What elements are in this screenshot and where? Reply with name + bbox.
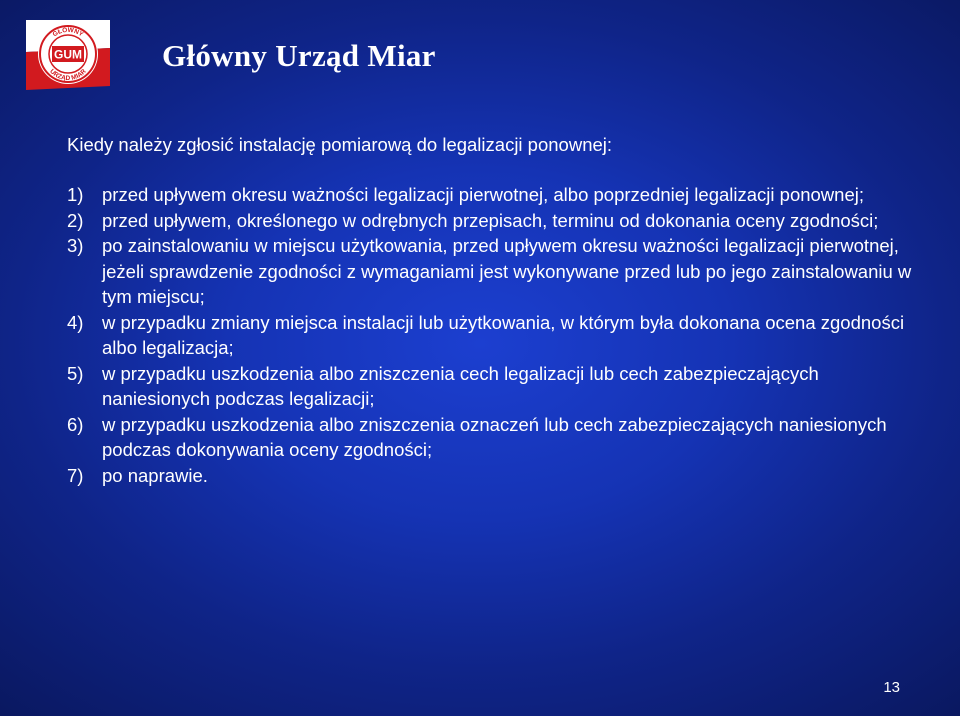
list-item — [67, 463, 917, 489]
conditions-list — [67, 182, 917, 488]
list-item-text: po naprawie. — [102, 464, 208, 486]
list-item-text: po zainstalowaniu w miejscu użytkowania, przed upływem okresu ważności legalizacji pierwotnej, jeżeli sprawdzenie zgodności z wymaganiami jest wykonywane przed lub po jego zainstalowaniu w tym miejscu; — [102, 235, 912, 307]
list-item-text: w przypadku zmiany miejsca instalacji lub użytkowania, w którym była dokonana ocena zgodności albo legalizacja; — [102, 311, 905, 358]
list-item-text: w przypadku uszkodzenia albo zniszczenia oznaczeń lub cech zabezpieczających naniesionych podczas dokonywania oceny zgodności; — [102, 413, 887, 460]
page-title: Główny Urząd Miar — [162, 38, 436, 73]
gum-logo — [22, 14, 114, 92]
list-item — [67, 233, 917, 310]
list-item-number: 6) — [67, 413, 84, 435]
list-item — [67, 182, 917, 208]
list-item-number: 4) — [67, 311, 84, 333]
list-item-number: 7) — [67, 464, 84, 486]
list-item-text: przed upływem okresu ważności legalizacji pierwotnej, albo poprzedniej legalizacji ponownej; — [102, 184, 864, 205]
logo-center-text: GUM — [54, 47, 82, 62]
list-item — [67, 208, 917, 234]
list-item-number: 3) — [67, 235, 84, 256]
list-item-text: przed upływem, określonego w odrębnych przepisach, terminu od dokonania oceny zgodności; — [102, 209, 879, 231]
list-item-text: w przypadku uszkodzenia albo zniszczenia cech legalizacji lub cech zabezpieczających naniesionych podczas legalizacji; — [102, 362, 819, 409]
list-item — [67, 361, 917, 412]
list-item-number: 1) — [67, 184, 84, 205]
logo-bottom-text: URZĄD MIAR — [48, 68, 88, 83]
list-item — [67, 412, 917, 463]
page-number: 13 — [883, 679, 900, 696]
list-item — [67, 310, 917, 361]
logo-top-text: GŁÓWNY — [51, 26, 85, 39]
list-item-number: 2) — [67, 209, 84, 231]
intro-text: Kiedy należy zgłosić instalację pomiarową do legalizacji ponownej: — [67, 134, 613, 155]
list-item-number: 5) — [67, 362, 84, 384]
